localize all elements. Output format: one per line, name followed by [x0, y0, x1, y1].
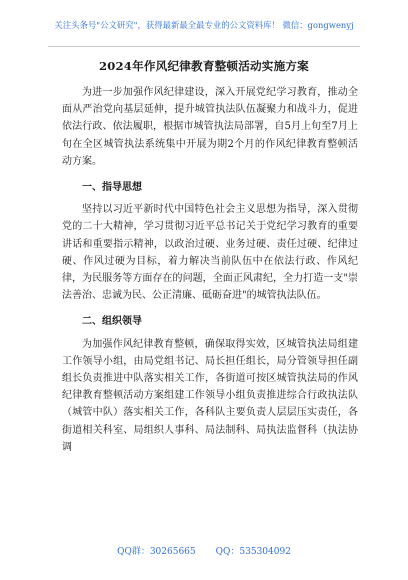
section-paragraph-guiding-ideology: 坚持以习近平新时代中国特色社会主义思想为指导，深入贯彻党的二十大精神，学习贯彻习近平总书记关于党纪学习教育的重要讲话和重要指示精神，以政治过硬、业务过硬、责任过硬、纪律过硬、作风过硬为目标，着力解决当前队伍中在依法行政、作风纪律，为民服务等方面存在的问题，全面正风肃纪，全力打造一支"崇法善治、忠诚为民、公正清廉、砥砺奋进"的城管执法队伍。: [62, 204, 358, 302]
footer-qq-number: QQ：535304092: [215, 547, 291, 557]
section-heading-organization-leadership: 二、组织领导: [82, 316, 142, 328]
section-heading-guiding-ideology: 一、指导思想: [82, 182, 142, 194]
footer-qq-group: QQ群：30265665: [117, 547, 196, 557]
document-body: [62, 84, 358, 460]
header-divider: [48, 46, 360, 47]
intro-paragraph: 为进一步加强作风纪律建设，深入开展党纪学习教育，推动全面从严治党向基层延伸，提升城管执法队伍凝聚力和战斗力，促进依法行政、依法履职，根据市城管执法局部署，自5月上旬至7月上旬在全区城管执法系统集中开展为期2个月的作风纪律教育整顿活动方案。: [62, 87, 358, 167]
document-title: 2024年作风纪律教育整顿活动实施方案: [99, 59, 309, 73]
section-paragraph-organization-leadership: 为加强作风纪律教育整顿，确保取得实效，区城管执法局组建工作领导小组，由局党组书记、局长担任组长，局分管领导担任副组长负责推进中队落实相关工作，各街道可按区城管执法局的作风纪律教育整顿活动方案组建工作领导小组负责推进综合行政执法队（城管中队）落实相关工作，各科队主要负责人层层压实责任，各街道相关科室、局组织人事科、局法制科、局执法监督科（执法协调: [62, 338, 358, 453]
footer-contact: [0, 546, 408, 558]
header-banner: 关注头条号"公文研究"，获得最新最全最专业的公文资料库！ 微信：gongwenyj: [54, 20, 354, 30]
